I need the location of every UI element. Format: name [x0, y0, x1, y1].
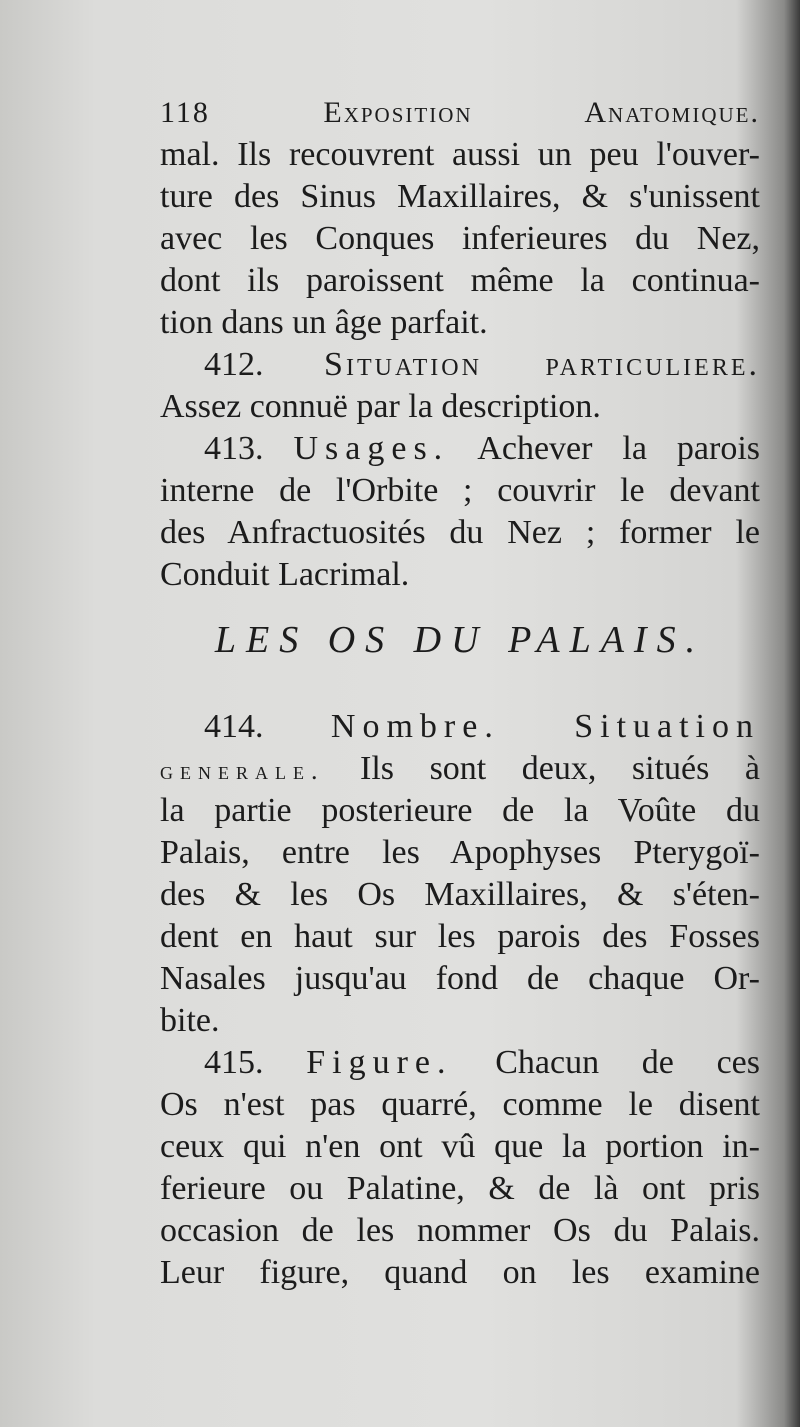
paragraph-heading: Figure.: [306, 1044, 453, 1081]
paragraph-heading-continued: generale.: [160, 756, 325, 785]
text-line: Os n'est pas quarré, comme le disent: [160, 1086, 760, 1123]
text-line: Leur figure, quand on les examine: [160, 1254, 760, 1291]
text-block-upper: [160, 92, 760, 596]
text-line: occasion de les nommer Os du Palais.: [160, 1212, 760, 1249]
text-line: des & les Os Maxillaires, & s'éten-: [160, 876, 760, 913]
text-line: dent en haut sur les parois des Fosses: [160, 918, 760, 955]
paragraph-text: Achever la parois: [477, 430, 761, 467]
paragraph-412-heading: [160, 344, 760, 386]
paragraph-heading: Situation particuliere.: [324, 346, 760, 383]
text-line: Nasales jusqu'au fond de chaque Or-: [160, 960, 760, 997]
text-line: ceux qui n'en ont vû que la portion in-: [160, 1128, 760, 1165]
paragraph-number: 412.: [204, 346, 264, 383]
page-number: 118: [160, 96, 210, 129]
text-line: avec les Conques inferieures du Nez,: [160, 220, 760, 257]
text-line: des Anfractuosités du Nez ; former le: [160, 514, 760, 551]
paragraph-text: Chacun de ces: [495, 1044, 761, 1081]
paragraph-text: Ils sont deux, situés à: [360, 750, 760, 787]
paragraph-number: 415.: [204, 1044, 264, 1081]
text-line: mal. Ils recouvrent aussi un peu l'ouver-: [160, 136, 760, 173]
text-line: bite.: [160, 1002, 220, 1039]
paragraph-415-heading: [160, 1042, 760, 1084]
paragraph-heading: Nombre. Situation: [330, 708, 761, 745]
running-header: [160, 92, 760, 134]
paragraph-number: 413.: [204, 430, 264, 467]
text-block-lower: [160, 706, 760, 1294]
text-line: dont ils paroissent même la continua-: [160, 262, 760, 299]
text-line: Assez connuë par la description.: [160, 388, 601, 425]
text-line: la partie posterieure de la Voûte du: [160, 792, 760, 829]
text-line: tion dans un âge parfait.: [160, 304, 488, 341]
running-title: Exposition Anatomique.: [323, 96, 760, 129]
text-line: Palais, entre les Apophyses Pterygoï-: [160, 834, 760, 871]
section-title: LES OS DU PALAIS.: [214, 619, 706, 661]
paragraph-heading: Usages.: [293, 430, 450, 467]
text-line: Conduit Lacrimal.: [160, 556, 410, 593]
text-line: ferieure ou Palatine, & de là ont pris: [160, 1170, 760, 1207]
paragraph-number: 414.: [204, 708, 264, 745]
text-line: ture des Sinus Maxillaires, & s'unissent: [160, 178, 760, 215]
paragraph-414-heading: [160, 706, 760, 748]
paragraph-414-line: [160, 748, 760, 790]
text-line: interne de l'Orbite ; couvrir le devant: [160, 472, 760, 509]
paragraph-413-heading: [160, 428, 760, 470]
